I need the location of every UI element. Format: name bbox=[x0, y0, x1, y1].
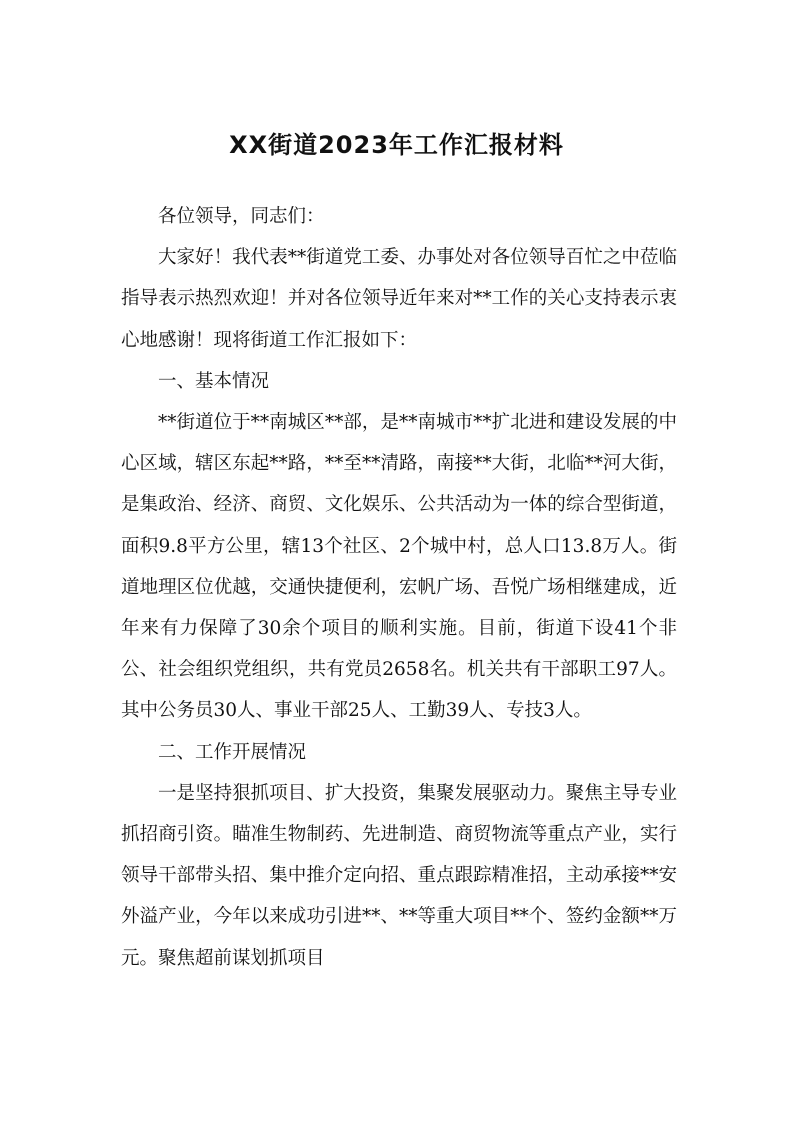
document-body bbox=[121, 196, 677, 979]
section-heading-basic-info: 一、基本情况 bbox=[158, 370, 270, 392]
section-heading-work-progress: 二、工作开展情况 bbox=[158, 741, 307, 763]
work-progress-paragraph: 一是坚持狠抓项目、扩大投资，集聚发展驱动力。聚焦主导专业抓招商引资。瞄准生物制药、先进制造、商贸物流等重点产业，实行领导干部带头招、集中推介定向招、重点跟踪精准招，主动承接**安外溢产业，今年以来成功引进**、**等重大项目**个、签约金额**万元。聚焦超前谋划抓项目 bbox=[121, 782, 677, 969]
basic-info-paragraph: **街道位于**南城区**部，是**南城市**扩北进和建设发展的中心区域，辖区东起**路，**至**清路，南接**大街，北临**河大街，是集政治、经济、商贸、文化娱乐、公共活动为一体的综合型街道，面积9.8平方公里，辖13个社区、2个城中村，总人口13.8万人。街道地理区位优越，交通快捷便利，宏帆广场、吾悦广场相继建成，近年来有力保障了30余个项目的顺利实施。目前，街道下设41个非公、社会组织党组织，共有党员2658名。机关共有干部职工97人。其中公务员30人、事业干部25人、工勤39人、专技3人。 bbox=[121, 412, 677, 722]
document-title: XX街道2023年工作汇报材料 bbox=[229, 131, 564, 159]
salutation-paragraph: 各位领导，同志们： bbox=[158, 206, 325, 227]
greeting-paragraph: 大家好！我代表**街道党工委、办事处对各位领导百忙之中莅临指导表示热烈欢迎！并对各位领导近年来对**工作的关心支持表示衷心地感谢！现将街道工作汇报如下： bbox=[121, 247, 677, 351]
